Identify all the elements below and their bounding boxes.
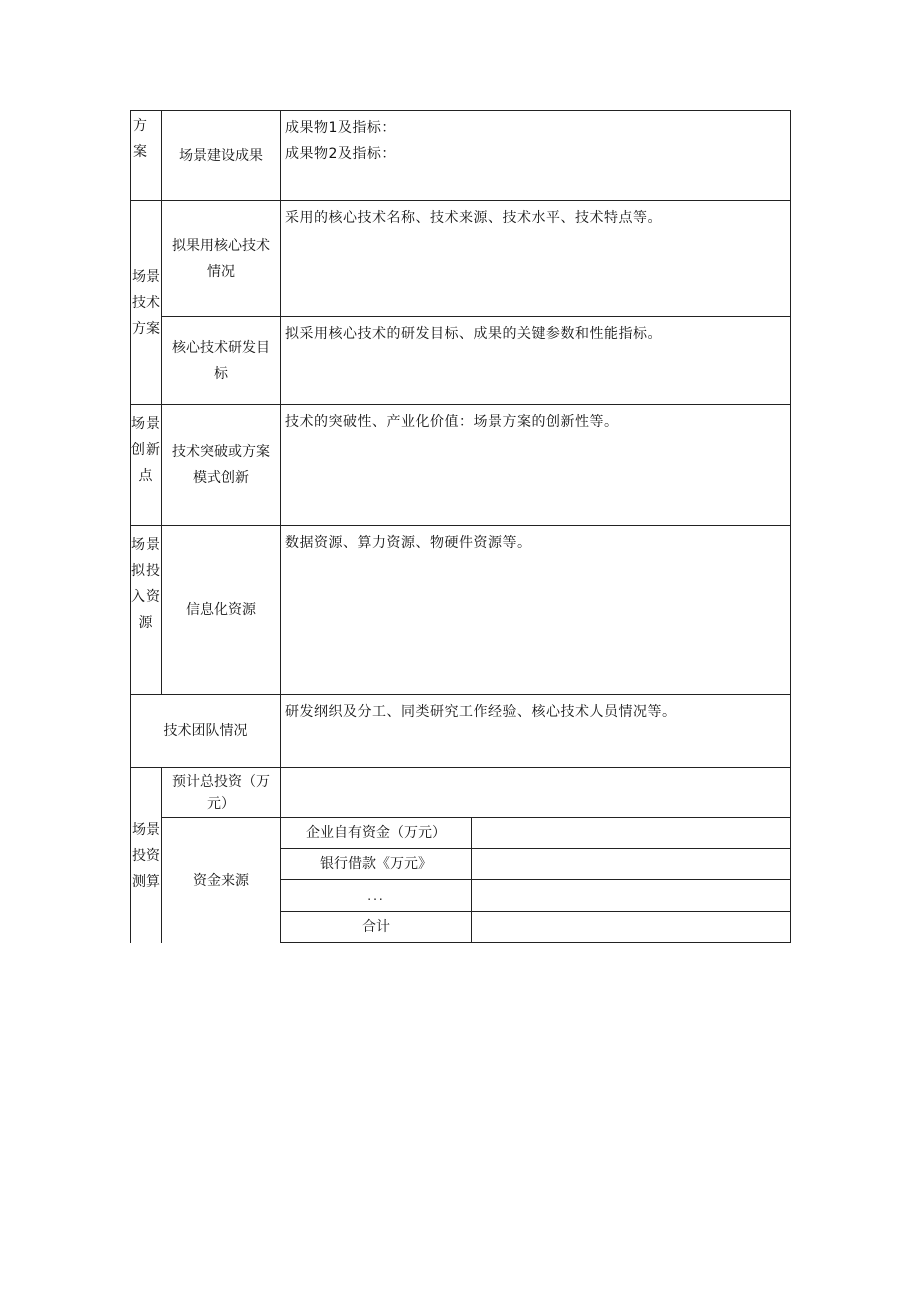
- funding-value-more[interactable]: [471, 880, 790, 912]
- application-form-table: [130, 110, 791, 943]
- item-label-total-investment-text: 预计总投资（万元）: [172, 773, 270, 812]
- content-tech-team[interactable]: [280, 695, 790, 768]
- item-label-it-resources: [161, 526, 280, 695]
- item-label-funding-source-text: 资金来源: [193, 872, 249, 889]
- section-label-investment-text: 场景投资测算: [132, 821, 160, 890]
- section-label-investment: [130, 768, 161, 943]
- funding-label-bank: [280, 849, 471, 880]
- section-label-resources-text: 场景拟投入资源: [131, 537, 161, 631]
- funding-label-own-text: 企业自有资金（万元）: [306, 825, 446, 841]
- section-label-resources: [130, 526, 161, 695]
- result-1-line: 成果物1及指标：: [285, 120, 396, 136]
- content-innovation[interactable]: [280, 405, 790, 526]
- core-tech-content: 采用的核心技术名称、技术来源、技术水平、技术特点等。: [285, 210, 662, 226]
- item-label-innovation: [161, 405, 280, 526]
- section-label-tech-plan-text: 场景技术方案: [132, 268, 160, 337]
- funding-label-bank-text: 银行借款《万元》: [320, 856, 432, 872]
- total-investment-value[interactable]: [280, 768, 790, 818]
- funding-label-more: [280, 880, 471, 912]
- funding-value-bank[interactable]: [471, 849, 790, 880]
- innovation-content: 技术的突破性、产业化价值：场景方案的创新性等。: [285, 414, 619, 430]
- item-label-funding-source: [161, 818, 280, 943]
- it-resources-content: 数据资源、算力资源、物硬件资源等。: [285, 535, 532, 551]
- item-label-core-tech-text: 拟果用核心技术情况: [172, 237, 270, 280]
- section-label-tech-plan: [130, 201, 161, 405]
- item-label-rd-goal: [161, 317, 280, 405]
- item-label-construction-results: [161, 111, 280, 201]
- funding-value-own[interactable]: [471, 818, 790, 849]
- funding-label-total: [280, 912, 471, 943]
- item-label-total-investment: [161, 768, 280, 818]
- item-label-rd-goal-text: 核心技术研发目标: [172, 339, 270, 382]
- item-label-construction-results-text: 场景建设成果: [179, 147, 263, 164]
- section-label-innovation-text: 场景创新点: [131, 416, 161, 484]
- item-label-tech-team: [130, 695, 280, 768]
- funding-label-total-text: 合计: [362, 919, 390, 935]
- content-core-tech[interactable]: [280, 201, 790, 317]
- funding-label-own: [280, 818, 471, 849]
- item-label-innovation-text: 技术突破或方案模式创新: [172, 444, 270, 486]
- funding-value-total[interactable]: [471, 912, 790, 943]
- section-label-innovation: [130, 405, 161, 526]
- item-label-tech-team-text: 技术团队情况: [163, 723, 248, 739]
- item-label-core-tech: [161, 201, 280, 317]
- content-construction-results[interactable]: [280, 111, 790, 201]
- result-2-line: 成果物2及指标：: [285, 146, 396, 162]
- funding-label-more-text: ...: [367, 888, 385, 903]
- rd-goal-content: 拟采用核心技术的研发目标、成果的关键参数和性能指标。: [285, 326, 662, 342]
- content-it-resources[interactable]: [280, 526, 790, 695]
- tech-team-content: 研发纲织及分工、同类研究工作经验、核心技术人员情况等。: [285, 704, 677, 720]
- item-label-it-resources-text: 信息化资源: [186, 602, 256, 618]
- content-rd-goal[interactable]: [280, 317, 790, 405]
- section-label-plan-text: 方案: [133, 118, 148, 160]
- section-label-plan: [130, 111, 161, 201]
